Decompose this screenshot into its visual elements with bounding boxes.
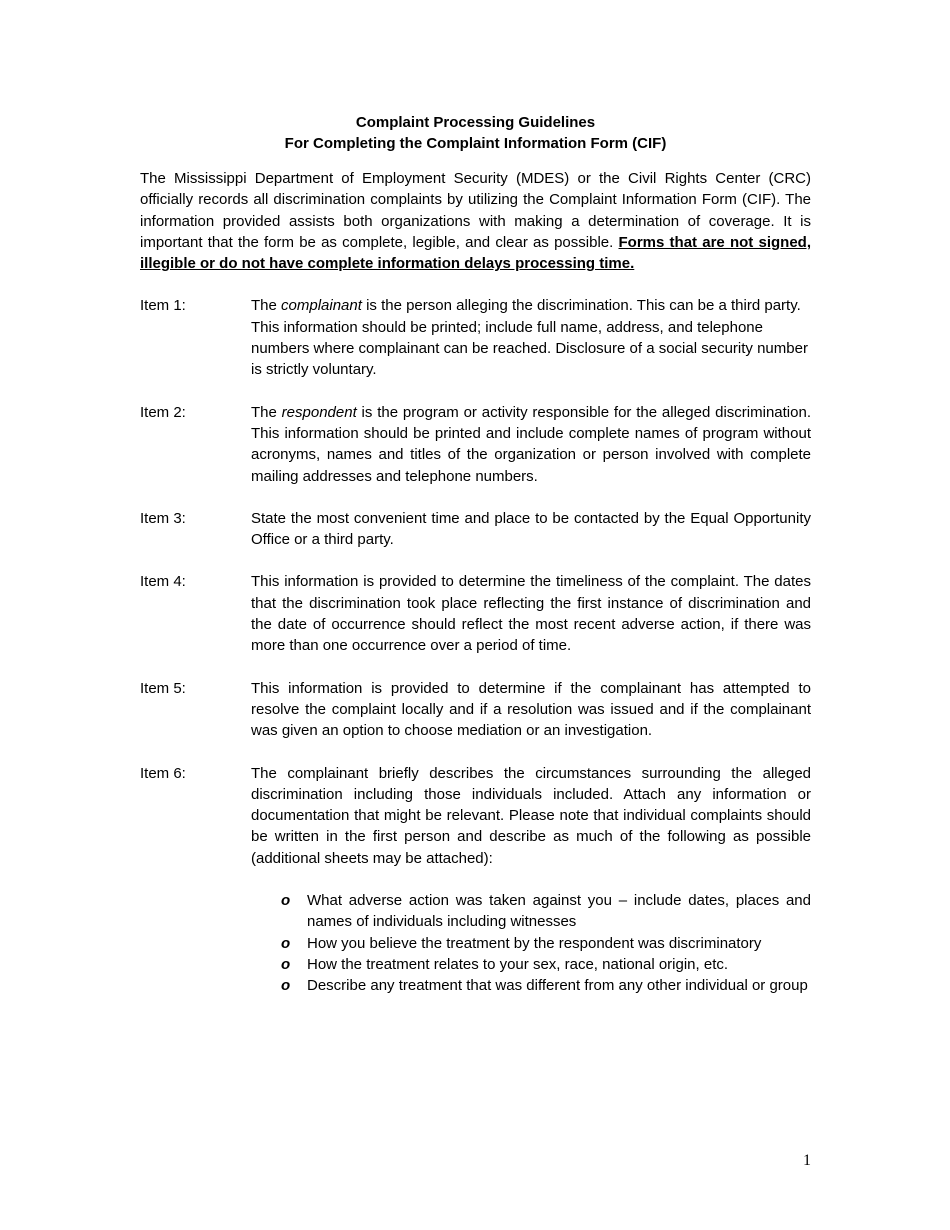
page-number: 1 — [803, 1152, 811, 1169]
list-item — [281, 954, 811, 975]
item-label: Item 6: — [140, 764, 186, 782]
intro-paragraph — [140, 168, 811, 274]
item-body — [251, 763, 811, 997]
document-page — [140, 112, 811, 997]
item-3 — [140, 508, 811, 551]
item-text: is the person alleging the discrimination. This can be a third party. This information should be printed; include full name, address, and telephone numbers where complainant can be reached. Disclosure of a social security number is strictly voluntary. — [251, 297, 808, 379]
item-label: Item 1: — [140, 297, 186, 315]
complainant-term: complainant — [281, 297, 362, 315]
respondent-term: respondent — [281, 403, 357, 421]
item-label: Item 3: — [140, 509, 186, 527]
list-item-text: What adverse action was taken against you – include dates, places and names of individuals including witnesses — [307, 892, 811, 931]
item-label: Item 5: — [140, 679, 186, 697]
item-4 — [140, 571, 811, 656]
title-line-2: For Completing the Complaint Information Form (CIF) — [284, 135, 667, 152]
item-body — [251, 402, 811, 487]
item-text: is the program or activity responsible for the alleged discrimination. This information should be printed and include complete names of program without acronyms, names and titles of the organization or person involved with complete mailing addresses and telephone numbers. — [251, 403, 811, 485]
item-text: The — [251, 403, 282, 421]
document-title — [140, 112, 811, 154]
bullet-icon: o — [281, 977, 291, 995]
item-1 — [140, 295, 811, 380]
bullet-list — [251, 890, 811, 996]
list-item — [281, 933, 811, 954]
bullet-icon: o — [281, 934, 291, 952]
item-label: Item 4: — [140, 573, 186, 591]
item-body: This information is provided to determine the timeliness of the complaint. The dates that the discrimination took place reflecting the first instance of discrimination and the date of occurrence should reflect the most recent adverse action, if there was more than one occurrence over a period of time. — [251, 573, 811, 655]
item-5 — [140, 678, 811, 742]
intro-emphasis: Forms that are not signed, illegible or do not have complete information delays processing time. — [140, 233, 811, 273]
bullet-icon: o — [281, 892, 291, 910]
list-item — [281, 975, 811, 996]
item-text: The complainant briefly describes the circumstances surrounding the alleged discrimination including those individuals included. Attach any information or documentation that might be relevant. Please note that individual complaints should be written in the first person and describe as much of the following as possible (additional sheets may be attached): — [251, 764, 811, 867]
bullet-icon: o — [281, 955, 291, 973]
item-body — [251, 295, 811, 380]
list-item — [281, 890, 811, 933]
item-2 — [140, 402, 811, 487]
item-text: The — [251, 297, 282, 315]
item-body: State the most convenient time and place to be contacted by the Equal Opportunity Office or a third party. — [251, 509, 811, 549]
title-line-1: Complaint Processing Guidelines — [355, 114, 596, 131]
item-6 — [140, 763, 811, 997]
list-item-text: How you believe the treatment by the respondent was discriminatory — [307, 934, 762, 952]
list-item-text: Describe any treatment that was different from any other individual or group — [307, 977, 808, 995]
item-label: Item 2: — [140, 403, 186, 421]
list-item-text: How the treatment relates to your sex, race, national origin, etc. — [307, 955, 729, 973]
item-body: This information is provided to determine if the complainant has attempted to resolve the complaint locally and if a resolution was issued and if the complainant was given an option to choose mediation or an investigation. — [251, 679, 811, 740]
intro-text: The Mississippi Department of Employment Security (MDES) or the Civil Rights Center (CRC) officially records all discrimination complaints by utilizing the Complaint Information Form (CIF). The information provided assists both organizations with making a determination of coverage. It is important that the form be as complete, legible, and clear as possible. — [140, 170, 811, 251]
